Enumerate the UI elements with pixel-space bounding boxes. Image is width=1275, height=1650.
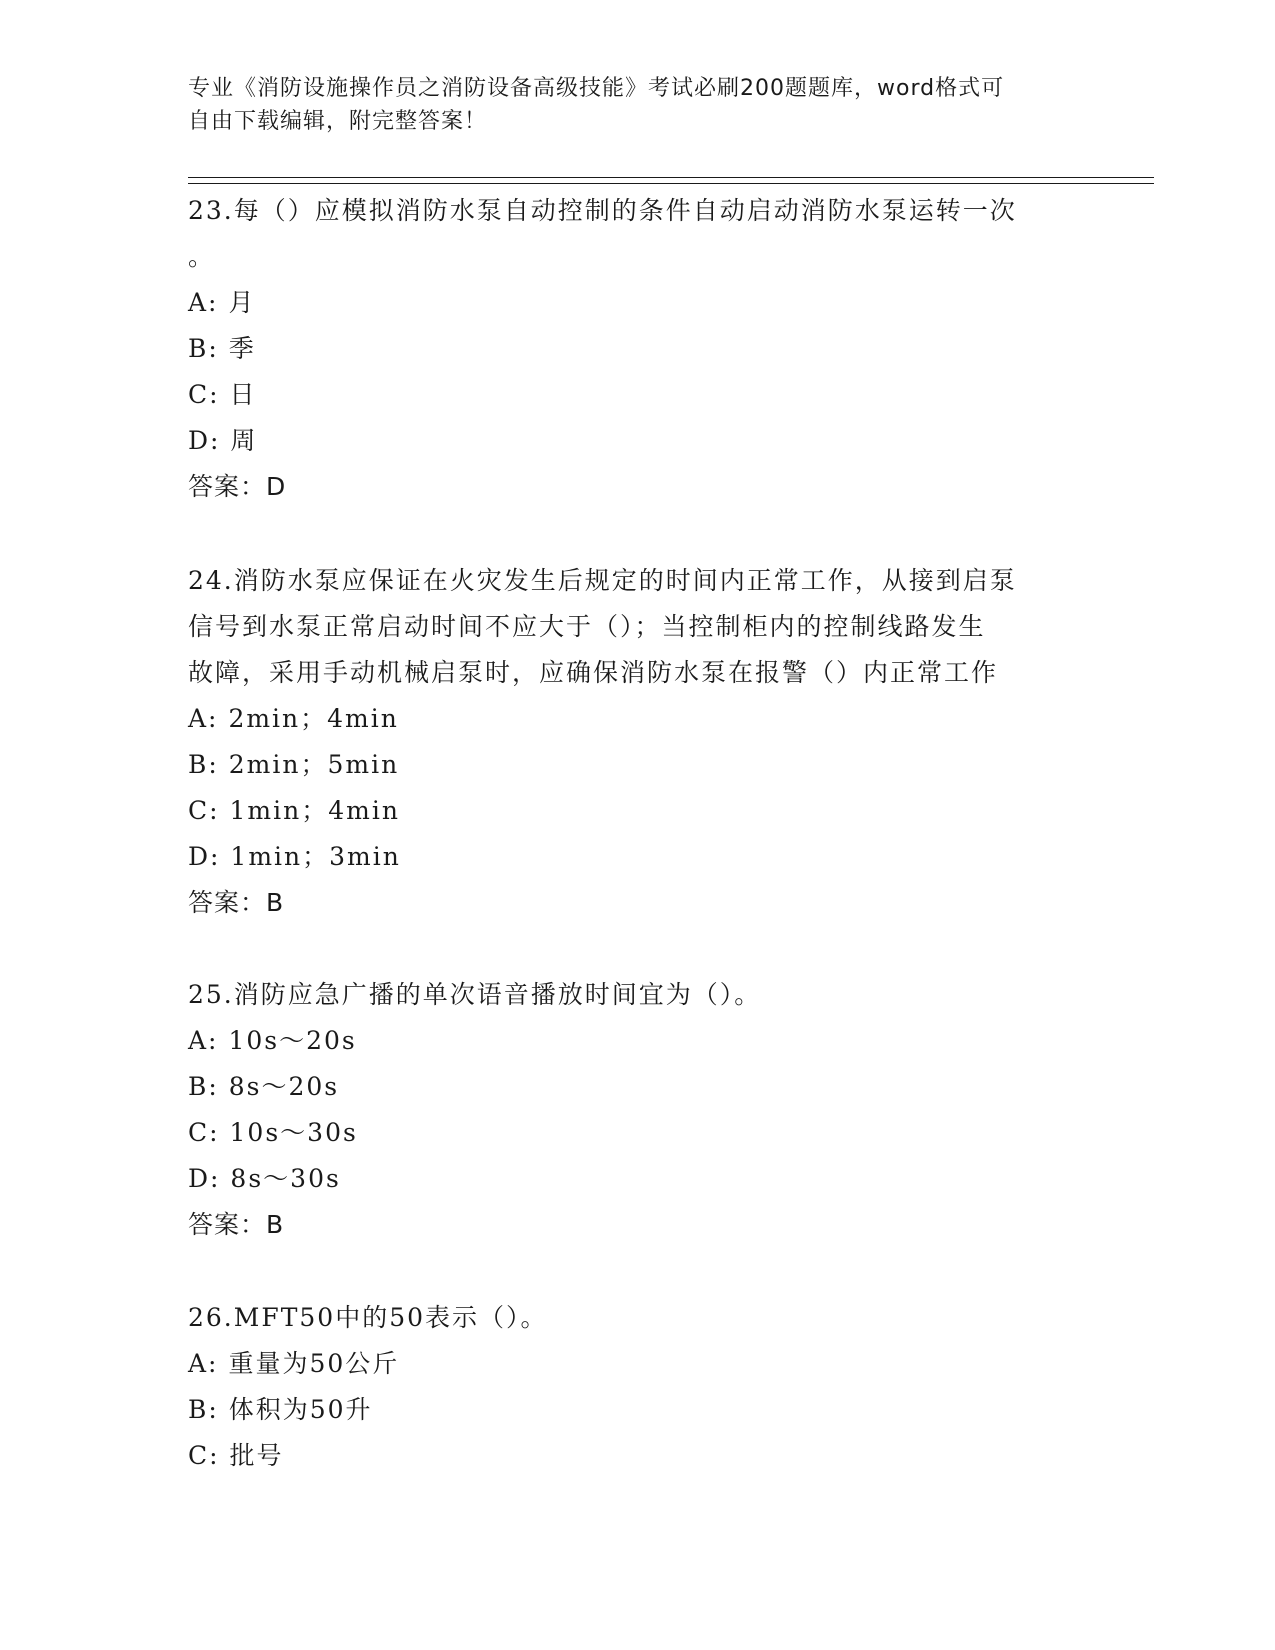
question-stem-line: 23.每（）应模拟消防水泵自动控制的条件自动启动消防水泵运转一次 [188,196,1017,225]
option-key: A: [188,1026,219,1055]
option-key: C: [188,380,220,409]
header-line-1: 专业《消防设施操作员之消防设备高级技能》考试必刷200题题库，word格式可 [188,76,1005,101]
option-key: D: [188,842,221,871]
option-text: 体积为50升 [228,1395,373,1424]
option-a [188,1018,1088,1064]
option-text: 1min；4min [229,796,400,825]
header-divider-top [188,177,1154,178]
option-d [188,1156,1088,1202]
answer-line: 答案：B [188,888,285,917]
option-text: 10s～30s [229,1118,358,1147]
option-a [188,696,1088,742]
option-b [188,326,1088,372]
option-text: 月 [228,288,256,317]
option-key: A: [188,1349,219,1378]
question-23 [188,188,1088,510]
option-text: 季 [228,334,256,363]
option-key: A: [188,288,219,317]
option-key: B: [188,750,219,779]
question-stem-line: 信号到水泵正常启动时间不应大于（）；当控制柜内的控制线路发生 [188,612,986,641]
option-d [188,418,1088,464]
option-a [188,280,1088,326]
option-a [188,1341,1088,1387]
option-key: C: [188,1118,220,1147]
option-text: 周 [230,426,258,455]
question-stem-line: 26.MFT50中的50表示（）。 [188,1303,548,1332]
answer-line: 答案：D [188,472,287,501]
question-24 [188,558,1088,926]
option-key: B: [188,1072,219,1101]
option-c [188,788,1088,834]
question-stem-line: 25.消防应急广播的单次语音播放时间宜为（）。 [188,980,762,1009]
option-text: 2min；4min [228,704,399,733]
question-stem-line: 24.消防水泵应保证在火灾发生后规定的时间内正常工作，从接到启泵 [188,566,1017,595]
question-stem-line: 。 [188,242,216,271]
option-text: 批号 [229,1441,284,1470]
answer-line: 答案：B [188,1210,285,1239]
document-header [188,72,1068,138]
option-b [188,742,1088,788]
option-key: C: [188,796,220,825]
option-key: B: [188,334,219,363]
option-text: 8s～20s [228,1072,340,1101]
option-text: 2min；5min [228,750,400,779]
option-key: A: [188,704,219,733]
option-text: 重量为50公斤 [228,1349,400,1378]
option-d [188,834,1088,880]
option-key: D: [188,426,221,455]
question-25 [188,972,1088,1248]
option-text: 日 [229,380,257,409]
option-c [188,1110,1088,1156]
option-b [188,1387,1088,1433]
option-text: 8s～30s [230,1164,341,1193]
option-c [188,372,1088,418]
header-divider-bottom [188,183,1154,184]
option-text: 1min；3min [230,842,401,871]
option-b [188,1064,1088,1110]
option-key: B: [188,1395,219,1424]
option-key: C: [188,1441,220,1470]
question-26 [188,1295,1088,1479]
question-stem-line: 故障，采用手动机械启泵时，应确保消防水泵在报警（）内正常工作 [188,658,999,687]
header-line-2: 自由下载编辑，附完整答案！ [188,109,488,134]
option-c [188,1433,1088,1479]
option-key: D: [188,1164,221,1193]
option-text: 10s～20s [228,1026,357,1055]
